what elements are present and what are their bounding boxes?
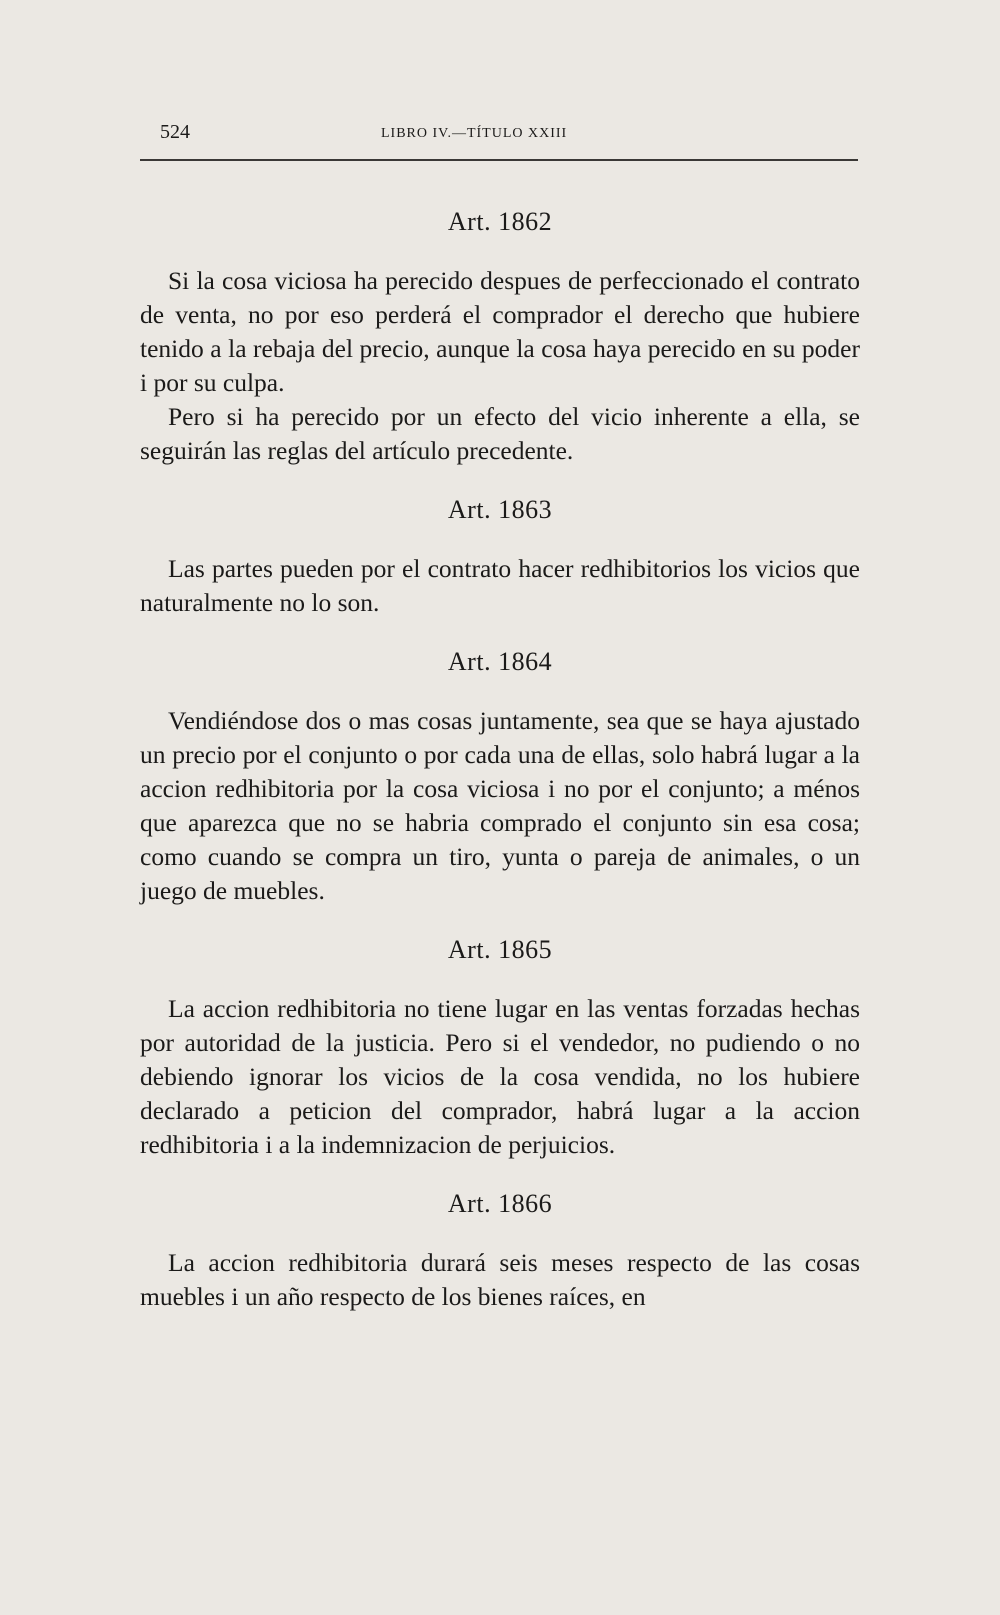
article-1864 bbox=[140, 645, 860, 908]
article-heading: Art. 1865 bbox=[447, 935, 553, 964]
article-1863 bbox=[140, 493, 860, 620]
article-1866 bbox=[140, 1187, 860, 1314]
running-header bbox=[140, 121, 858, 161]
article-1865 bbox=[140, 933, 860, 1162]
article-paragraph: Las partes pueden por el contrato hacer redhibitorios los vicios que naturalmente no lo son. bbox=[140, 554, 860, 617]
article-heading: Art. 1866 bbox=[447, 1189, 553, 1218]
article-heading: Art. 1863 bbox=[447, 495, 553, 524]
article-heading: Art. 1862 bbox=[447, 207, 553, 236]
page-number: 524 bbox=[160, 121, 190, 143]
article-1862 bbox=[140, 205, 860, 468]
article-paragraph: La accion redhibitoria no tiene lugar en las ventas forzadas hechas por autoridad de la justicia. Pero si el vendedor, no pudiendo o no debiendo ignorar los vicios de la cosa vendida, no los hubiere declarado a peticion del comprador, habrá lugar a la accion redhibitoria i a la indemnizacion de perjuicios. bbox=[140, 994, 860, 1159]
article-heading: Art. 1864 bbox=[447, 647, 553, 676]
article-paragraph: Vendiéndose dos o mas cosas juntamente, sea que se haya ajustado un precio por el conjunto o por cada una de ellas, solo habrá lugar a la accion redhibitoria por la cosa viciosa i no por el conjunto; a ménos que aparezca que no se habria comprado el conjunto sin esa cosa; como cuando se compra un tiro, yunta o pareja de animales, o un juego de muebles. bbox=[140, 706, 860, 905]
article-paragraph: Si la cosa viciosa ha perecido despues de perfeccionado el contrato de venta, no por eso perderá el comprador el derecho que hubiere tenido a la rebaja del precio, aunque la cosa haya perecido en su poder i por su culpa. bbox=[140, 266, 860, 397]
article-paragraph: La accion redhibitoria durará seis meses respecto de las cosas muebles i un año respecto de los bienes raíces, en bbox=[140, 1248, 860, 1311]
page-body bbox=[140, 205, 860, 1339]
running-title: LIBRO IV.—TÍTULO XXIII bbox=[381, 126, 568, 141]
article-paragraph: Pero si ha perecido por un efecto del vicio inherente a ella, se seguirán las reglas del artículo precedente. bbox=[140, 402, 860, 465]
